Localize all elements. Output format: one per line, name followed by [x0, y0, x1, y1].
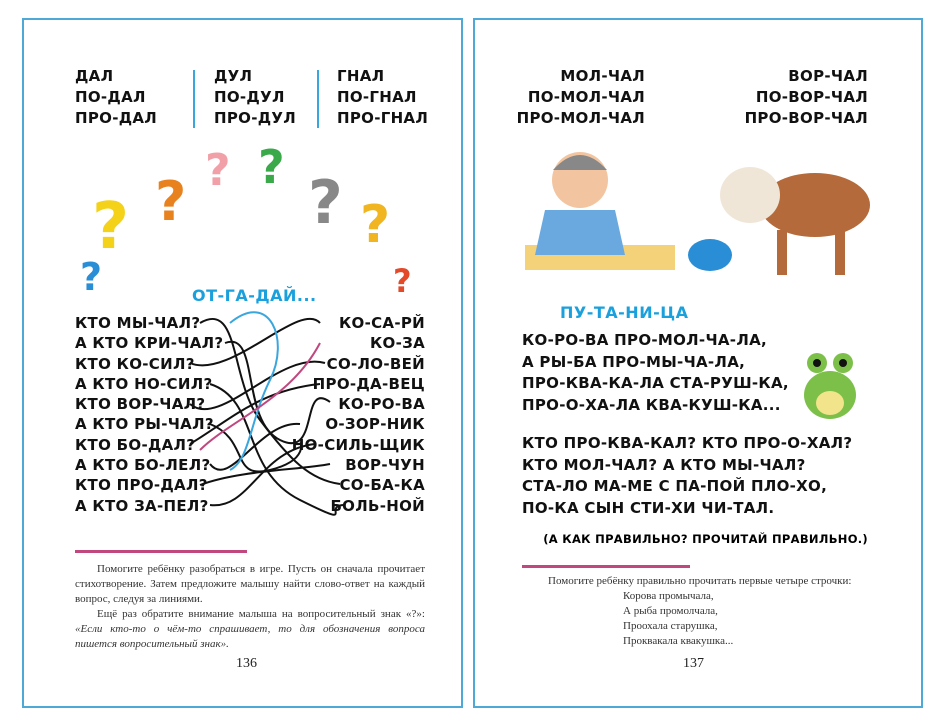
answer: СО-БА-КА — [339, 476, 425, 495]
divider-line — [75, 550, 247, 553]
note-paragraph: Помогите ребёнку разобраться в игре. Пусть он сначала прочитает стихотворение. Затем предложите малышу найти слово-ответ на каждый вопрос, следуя за линиями. — [75, 563, 425, 605]
poem — [522, 330, 789, 416]
note-paragraph: Помогите ребёнку правильно прочитать первые четыре строчки: — [548, 575, 852, 587]
question: А КТО РЫ-ЧАЛ? — [75, 415, 214, 434]
word: МОЛ-ЧАЛ — [560, 67, 645, 85]
note-line: А рыба промолчала, — [623, 605, 718, 617]
word: ПО-ДАЛ — [75, 88, 146, 106]
question-line: СТА-ЛО МА-МЕ С ПА-ПОЙ ПЛО-ХО, — [522, 477, 828, 495]
word: ПО-ВОР-ЧАЛ — [755, 88, 868, 106]
section-title: ПУ-ТА-НИ-ЦА — [560, 303, 689, 322]
parent-note — [75, 562, 425, 652]
word: ГНАЛ — [337, 67, 385, 85]
poem-line: КО-РО-ВА ПРО-МОЛ-ЧА-ЛА, — [522, 331, 767, 349]
hint: (А КАК ПРАВИЛЬНО? ПРОЧИТАЙ ПРАВИЛЬНО.) — [543, 532, 868, 546]
question-line: ПО-КА СЫН СТИ-ХИ ЧИ-ТАЛ. — [522, 498, 775, 517]
word: ПРО-ВОР-ЧАЛ — [744, 109, 868, 127]
questions — [522, 433, 852, 519]
poem-line: ПРО-О-ХА-ЛА КВА-КУШ-КА... — [522, 395, 781, 414]
question: КТО ВОР-ЧАЛ? — [75, 395, 206, 414]
word-column-1 — [517, 66, 645, 129]
answer: КО-СА-РЙ — [338, 314, 425, 332]
note-line: Корова промычала, — [623, 590, 714, 602]
note-line: Проохала старушка, — [623, 620, 718, 632]
answer: СО-ЛО-ВЕЙ — [326, 354, 425, 373]
question: А КТО ЗА-ПЕЛ? — [75, 496, 209, 515]
question-line: КТО МОЛ-ЧАЛ? А КТО МЫ-ЧАЛ? — [522, 455, 806, 474]
question: КТО БО-ДАЛ? — [75, 435, 196, 454]
illustration-grandma-fish-cow — [515, 140, 875, 290]
section-title: ОТ-ГА-ДАЙ... — [192, 286, 317, 305]
note-text: Ещё раз обратите внимание малыша на вопросительный знак «?»: — [97, 608, 425, 620]
word: ВОР-ЧАЛ — [788, 67, 868, 85]
word: ПО-ГНАЛ — [337, 88, 417, 106]
word: ДАЛ — [75, 67, 114, 85]
answer: КО-ЗА — [369, 334, 425, 353]
answer: О-ЗОР-НИК — [325, 415, 425, 434]
word: ПРО-ДУЛ — [214, 109, 297, 127]
answer: КО-РО-ВА — [338, 395, 425, 414]
divider-line — [522, 565, 690, 568]
page-number: 136 — [236, 656, 257, 671]
question: А КТО КРИ-ЧАЛ? — [75, 334, 224, 353]
answer: БОЛЬ-НОЙ — [330, 496, 425, 515]
question: А КТО НО-СИЛ? — [75, 374, 213, 393]
page-number: 137 — [683, 656, 704, 671]
question: КТО ПРО-ДАЛ? — [75, 476, 208, 495]
poem-line: ПРО-КВА-КА-ЛА СТА-РУШ-КА, — [522, 374, 789, 392]
word: ДУЛ — [214, 67, 253, 85]
question: КТО МЫ-ЧАЛ? — [75, 314, 201, 332]
note-line: Проквакала квакушка... — [623, 635, 734, 647]
answer: ВОР-ЧУН — [345, 456, 425, 475]
word-column-2 — [745, 66, 868, 129]
note-quote: «Если кто-то о чём-то спрашивает, то для обозначения вопроса пишется вопросительный знак». — [75, 623, 425, 650]
answer: ПРО-ДА-ВЕЦ — [312, 374, 425, 393]
word: ПРО-ДАЛ — [75, 109, 158, 127]
question: КТО КО-СИЛ? — [75, 354, 195, 373]
word: ПО-МОЛ-ЧАЛ — [527, 88, 645, 106]
question-line: КТО ПРО-КВА-КАЛ? КТО ПРО-О-ХАЛ? — [522, 434, 853, 452]
word: ПРО-МОЛ-ЧАЛ — [516, 109, 645, 127]
answer: НО-СИЛЬ-ЩИК — [291, 435, 425, 454]
frog-illustration — [795, 345, 865, 425]
word: ПО-ДУЛ — [214, 88, 285, 106]
word: ПРО-ГНАЛ — [337, 109, 429, 127]
question: А КТО БО-ЛЕЛ? — [75, 456, 211, 475]
poem-line: А РЫ-БА ПРО-МЫ-ЧА-ЛА, — [522, 352, 746, 371]
parent-note — [548, 574, 851, 649]
